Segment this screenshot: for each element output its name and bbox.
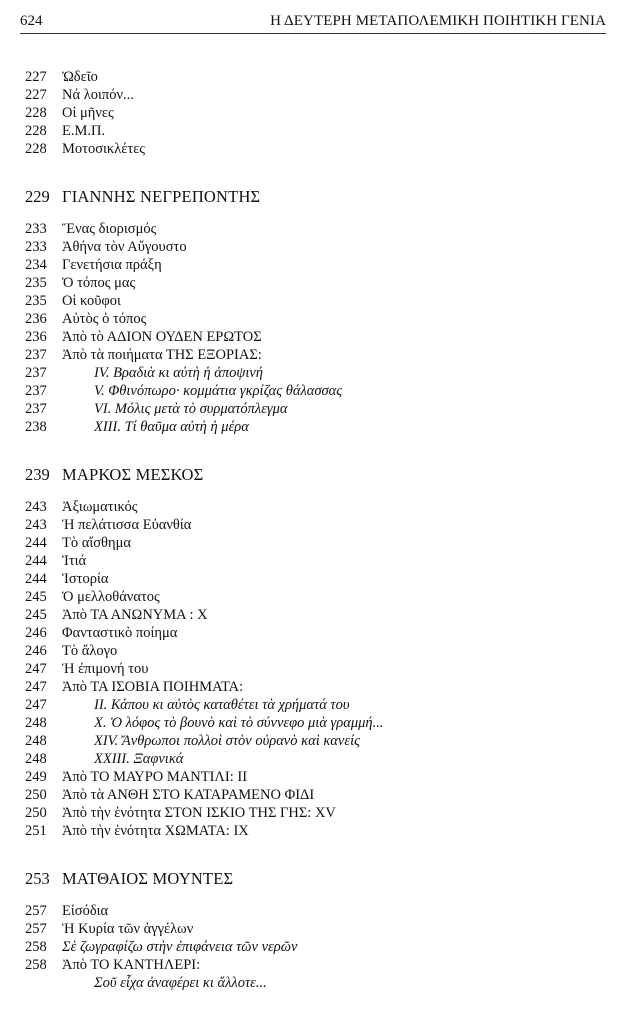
toc-entry	[0, 346, 625, 364]
poem-title: Ἡ Κυρία τῶν ἀγγέλων	[62, 921, 194, 937]
entry-page-number: 234	[25, 257, 47, 273]
entry-page-number: 244	[25, 553, 47, 569]
entry-page-number: 246	[25, 625, 47, 641]
entry-page-number: 257	[25, 903, 47, 919]
poem-title: Αὐτὸς ὁ τόπος	[62, 311, 147, 327]
poem-title: Ἕνας διορισμός	[62, 221, 157, 237]
toc-entry	[0, 938, 625, 956]
toc-entry	[0, 974, 625, 992]
entry-page-number: 245	[25, 607, 47, 623]
poem-title: Ἀπὸ τὴν ἑνότητα ΧΩΜΑΤΑ: IX	[62, 823, 249, 839]
toc-entry	[0, 642, 625, 660]
toc-entry	[0, 274, 625, 292]
poem-title: Ε.Μ.Π.	[62, 123, 106, 139]
poem-title: Σοῦ εἶχα ἀναφέρει κι ἄλλοτε...	[94, 975, 267, 991]
poem-title: Ἀθήνα τὸν Αὔγουστο	[62, 239, 187, 255]
poem-title: Νά λοιπόν...	[62, 87, 134, 103]
toc-entry	[0, 498, 625, 516]
toc-entry	[0, 902, 625, 920]
poem-title: Τὸ ἄλογο	[62, 643, 118, 659]
entry-page-number: 236	[25, 311, 47, 327]
entry-page-number: 236	[25, 329, 47, 345]
toc-entry	[0, 364, 625, 382]
entry-page-number: 228	[25, 105, 47, 121]
entry-page-number: 251	[25, 823, 47, 839]
running-title: Η ΔΕΥΤΕΡΗ ΜΕΤΑΠΟΛΕΜΙΚΗ ΠΟΙΗΤΙΚΗ ΓΕΝΙΑ	[270, 13, 606, 29]
entry-page-number: 227	[25, 69, 47, 85]
section-page-number: 239	[25, 465, 50, 484]
author-section-heading	[0, 464, 625, 486]
toc-entry	[0, 714, 625, 732]
toc-entry	[0, 696, 625, 714]
toc-entry	[0, 768, 625, 786]
author-section-heading	[0, 868, 625, 890]
poem-title: Ἀπὸ ΤΟ ΜΑΥΡΟ ΜΑΝΤΙΛΙ: II	[62, 769, 248, 785]
poem-title: Ἰτιά	[62, 553, 87, 569]
toc-entry	[0, 732, 625, 750]
author-name: ΓΙΑΝΝΗΣ ΝΕΓΡΕΠΟΝΤΗΣ	[62, 187, 261, 206]
poem-title: VI. Μόλις μετὰ τὸ συρματόπλεγμα	[94, 401, 288, 417]
poem-title: Τὸ αἴσθημα	[62, 535, 131, 551]
entry-page-number: 237	[25, 383, 47, 399]
poem-title: II. Κάπου κι αὐτὸς καταθέτει τὰ χρήματά του	[94, 697, 350, 713]
poem-title: Φανταστικὸ ποίημα	[62, 625, 178, 641]
poem-title: Ἀξιωματικός	[62, 499, 138, 515]
entry-page-number: 233	[25, 239, 47, 255]
toc-entry	[0, 400, 625, 418]
running-header	[20, 9, 606, 34]
toc-entry	[0, 570, 625, 588]
poem-title: Εἰσόδια	[62, 903, 109, 919]
poem-title: Ἀπὸ ΤΑ ΑΝΩΝΥΜΑ : Χ	[62, 607, 208, 623]
poem-title: Ἡ πελάτισσα Εὐανθία	[62, 517, 192, 533]
toc-entry	[0, 588, 625, 606]
entry-page-number: 228	[25, 123, 47, 139]
entry-page-number: 257	[25, 921, 47, 937]
page-number: 624	[20, 13, 43, 29]
poem-title: IV. Βραδιὰ κι αὐτὴ ἡ ἀποψινή	[94, 365, 263, 381]
entry-page-number: 228	[25, 141, 47, 157]
toc-entry	[0, 256, 625, 274]
entry-page-number: 249	[25, 769, 47, 785]
poem-title: Ἀπὸ τὰ ποιήματα ΤΗΣ ΕΞΟΡΙΑΣ:	[62, 347, 262, 363]
poem-title: Ἀπὸ τὴν ἑνότητα ΣΤΟΝ ΙΣΚΙΟ ΤΗΣ ΓΗΣ: XV	[62, 805, 336, 821]
toc-entry	[0, 328, 625, 346]
toc-entry	[0, 68, 625, 86]
entry-page-number: 258	[25, 939, 47, 955]
toc-entry	[0, 606, 625, 624]
entry-page-number: 248	[25, 733, 47, 749]
entry-page-number: 247	[25, 661, 47, 677]
entry-page-number: 245	[25, 589, 47, 605]
toc-entry	[0, 516, 625, 534]
poem-title: XIV. Ἄνθρωποι πολλοὶ στὸν οὐρανὸ καὶ κανείς	[94, 733, 360, 749]
entry-page-number: 258	[25, 957, 47, 973]
entry-page-number: 250	[25, 787, 47, 803]
entry-page-number: 238	[25, 419, 47, 435]
toc-entry	[0, 920, 625, 938]
poem-title: XXIII. Ξαφνικά	[94, 751, 184, 767]
toc-entry	[0, 292, 625, 310]
toc-entry	[0, 624, 625, 642]
section-page-number: 253	[25, 869, 50, 888]
entry-page-number: 247	[25, 697, 47, 713]
toc-entry	[0, 220, 625, 238]
toc-entry	[0, 382, 625, 400]
poem-title: X. Ὁ λόφος τὸ βουνὸ καὶ τὸ σύννεφο μιὰ γραμμή...	[94, 715, 384, 731]
toc-entry	[0, 310, 625, 328]
toc-entry	[0, 122, 625, 140]
poem-title: Ἀπὸ τὰ ΑΝΘΗ ΣΤΟ ΚΑΤΑΡΑΜΕΝΟ ΦΙΔΙ	[62, 787, 315, 803]
author-name: ΜΑΤΘΑΙΟΣ ΜΟΥΝΤΕΣ	[62, 869, 234, 888]
toc-entry	[0, 678, 625, 696]
section-page-number: 229	[25, 187, 50, 206]
toc-entry	[0, 552, 625, 570]
poem-title: Ὠδεῖο	[62, 69, 98, 85]
entry-page-number: 247	[25, 679, 47, 695]
poem-title: Ἀπὸ τὸ ΑΔΙΟΝ ΟΥΔΕΝ ΕΡΩΤΟΣ	[62, 329, 262, 345]
entry-page-number: 235	[25, 293, 47, 309]
poem-title: Οἱ μῆνες	[62, 105, 114, 121]
entry-page-number: 243	[25, 517, 47, 533]
poem-title: Σὲ ζωγραφίζω στὴν ἐπιφάνεια τῶν νερῶν	[62, 939, 298, 955]
entry-page-number: 250	[25, 805, 47, 821]
poem-title: Ὁ τόπος μας	[62, 275, 136, 291]
entry-page-number: 235	[25, 275, 47, 291]
toc-entry	[0, 750, 625, 768]
poem-title: Ἀπὸ ΤΟ ΚΑΝΤΗΛΕΡΙ:	[62, 957, 201, 973]
toc-entry	[0, 956, 625, 974]
author-section-heading	[0, 186, 625, 208]
entry-page-number: 244	[25, 571, 47, 587]
entry-page-number: 244	[25, 535, 47, 551]
toc-entry	[0, 238, 625, 256]
toc-entry	[0, 660, 625, 678]
poem-title: Ἀπὸ ΤΑ ΙΣΟΒΙΑ ΠΟΙΗΜΑΤΑ:	[62, 679, 244, 695]
poem-title: Ἡ ἐπιμονή του	[62, 661, 149, 677]
toc-entry	[0, 804, 625, 822]
poem-title: V. Φθινόπωρο· κομμάτια γκρίζας θάλασσας	[94, 383, 343, 399]
poem-title: Μοτοσικλέτες	[62, 141, 146, 157]
toc-entry	[0, 418, 625, 436]
poem-title: Οἱ κοῦφοι	[62, 293, 121, 309]
entry-page-number: 237	[25, 401, 47, 417]
entry-page-number: 243	[25, 499, 47, 515]
poem-title: Ἱστορία	[62, 571, 109, 587]
toc-entry	[0, 822, 625, 840]
author-name: ΜΑΡΚΟΣ ΜΕΣΚΟΣ	[62, 465, 204, 484]
poem-title: XIII. Τί θαῦμα αὐτὴ ἡ μέρα	[94, 419, 249, 435]
entry-page-number: 227	[25, 87, 47, 103]
toc-entry	[0, 104, 625, 122]
entry-page-number: 237	[25, 365, 47, 381]
entry-page-number: 248	[25, 751, 47, 767]
entry-page-number: 237	[25, 347, 47, 363]
poem-title: Ὁ μελλοθάνατος	[62, 589, 160, 605]
poem-title: Γενετήσια πράξη	[62, 257, 162, 273]
toc-entry	[0, 534, 625, 552]
table-of-contents	[0, 68, 625, 992]
entry-page-number: 248	[25, 715, 47, 731]
entry-page-number: 233	[25, 221, 47, 237]
toc-entry	[0, 86, 625, 104]
toc-entry	[0, 140, 625, 158]
toc-entry	[0, 786, 625, 804]
entry-page-number: 246	[25, 643, 47, 659]
